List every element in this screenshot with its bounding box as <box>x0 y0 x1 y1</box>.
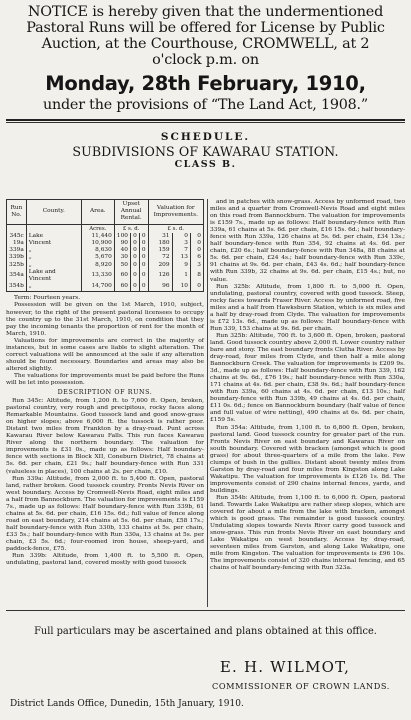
paragraph: Run 339a: Altitude, from 2,000 ft. to 5,400 ft. Open, pastoral land, rather broken. Good tussock country. Fronts Nevis River on west boundary. Access by Cromwell-Nevis Road, eight miles and a half from Bannockburn. The valuation for improvements is £159 7s., made up as follows: Half boundary-fence with Run 339b, 61 chains at 5s. 6d. per chain, £16 15s. 6d.; full value of fence along road on east boundary, 214 chains at 5s. 6d. per chain, £58 17s.; half boundary-fence with Run 330b, 133 chains at 5s. per chain, £33 5s.; half boundary-fence with Run 330a, 13 chains at 5s. per chain, £3 5s. 6d.; four-roomed iron house, sheep-yard, and paddock-fence, £75. <box>6 475 204 553</box>
cell-area: 10,900 <box>81 240 114 247</box>
divider <box>6 610 405 611</box>
particulars-note: Full particulars may be ascertained and plans obtained at this office. <box>34 626 377 637</box>
cell-rental: 60 <box>114 269 130 283</box>
divider <box>6 122 405 123</box>
cell-run: 339a <box>7 247 27 254</box>
cell-rd: 0 <box>139 262 148 269</box>
header-area: Area. <box>81 200 114 225</box>
cell-vs: 10 <box>172 283 190 292</box>
paragraph: Valuations for improvements are correct in the majority of instances, but in some cases are liable to slight alteration. The correct valuations will be announced at the sale if any alteration should be found necessary. Boundaries and areas may also be altered slightly. <box>6 337 204 372</box>
paragraph: Run 339b: Altitude, from 1,400 ft. to 5,500 ft. Open, undulating, pastoral land, covered mostly with good tussock <box>6 553 204 567</box>
schedule-heading: SCHEDULE. <box>160 131 251 143</box>
cell-val: 126 <box>148 269 172 283</box>
cell-rental: 100 <box>114 233 130 240</box>
unit-cell: £ s. d. <box>114 224 148 233</box>
cell-vd: 8 <box>190 269 203 283</box>
lead-line: Auction, at the Courthouse, CROMWELL, at 2 <box>41 36 370 52</box>
cell-rs: 0 <box>131 254 140 261</box>
lead-line: Pastoral Runs will be offered for License by Public <box>26 20 385 36</box>
cell-rd: 0 <box>139 283 148 292</box>
cell-rs: 0 <box>131 240 140 247</box>
divider <box>6 119 405 121</box>
cell-run: 345c <box>7 233 27 240</box>
cell-val: 31 <box>148 233 172 240</box>
header-county: County. <box>26 200 81 225</box>
paragraph: Run 354a: Altitude, from 1,100 ft. to 6,800 ft. Open, broken, pastoral land. Good tussock country for greater part of the run. Fronts Nevis River on east boundary and Kawarau River on south boundary. Covered with bracken (amongst which is good grass) for about three-quarters of a mile from the lake. Few clumps of bush in the gullies. Distant about twenty miles from Garston by dray-road and four miles from Kingston along Lake Wakatipu. The valuation for improvements is £126 1s. 8d. The improvements consist of 290 chains internal fences, yards, and buildings. <box>210 424 405 494</box>
office-line: District Lands Office, Dunedin, 15th January, 1910. <box>10 699 244 709</box>
cell-rental: 60 <box>114 283 130 292</box>
header-run-no: Run No. <box>7 200 27 225</box>
cell-rd: 0 <box>139 254 148 261</box>
under-provisions: under the provisions of “The Land Act, 1908.” <box>42 97 369 113</box>
paragraph: The valuations for improvements must be paid before the Runs will be let into possession. <box>6 372 204 386</box>
cell-rental: 30 <box>114 254 130 261</box>
lead-line: o'clock p.m. on <box>152 52 259 68</box>
lead-line: NOTICE is hereby given that the undermentioned <box>27 4 384 20</box>
table-row <box>7 240 204 247</box>
cell-rental: 50 <box>114 262 130 269</box>
cell-val: 159 <box>148 247 172 254</box>
cell-val: 209 <box>148 262 172 269</box>
description-heading: DESCRIPTION OF RUNS. <box>57 389 153 397</box>
cell-county: „ <box>26 254 81 261</box>
unit-cell: Acres. <box>81 224 114 233</box>
table-row <box>7 254 204 261</box>
cell-val: 72 <box>148 254 172 261</box>
left-column <box>6 199 204 567</box>
runs-table <box>6 199 204 292</box>
paragraph: Run 354b: Altitude, from 1,100 ft. to 6,000 ft. Open, pastoral land. Towards Lake Wakatipu are rather steep slopes, which are covered for about a mile from the lake with bracken, amongst which is good grass. The remainder is good tussock country. Undulating slopes towards Nevis River carry good tussock and snow-grass. This run fronts Nevis River on east boundary and Lake Wakatipu on west boundary. Access by dray-road, seventeen miles from Garston, and along Lake Wakatipu, one mile from Kingston. The valuation for improvements is £96 10s. The improvements consist of 320 chains internal fencing, and 65 chains of half boundary-fencing with Run 323a. <box>210 494 405 572</box>
cell-county: Lake and Vincent <box>26 269 81 283</box>
left-descriptions <box>6 398 204 567</box>
table-row <box>7 283 204 292</box>
cell-val: 180 <box>148 240 172 247</box>
signature-name: E. H. WILMOT, <box>219 658 351 676</box>
table-row <box>7 269 204 283</box>
cell-county: Vincent <box>26 240 81 247</box>
paragraph: Run 345c: Altitude, from 1,200 ft. to 7,600 ft. Open, broken, pastoral country, very rough and precipitous, rocky faces along Remarkable Mountains. Good tussock land and good snow-grass on higher slopes; above 6,000 ft. the tussock is rather poor. Distant two miles from Frankton by a dray-road. Punt across Kawarau River below Kawarau Falls. This run faces Kawarau River along the northern boundary. The valuation for improvements is £31 0s., made up as follows: Half boundary-fence with sections in Block XII, Coneburn District, 78 chains at 5s. 6d. per chain, £21 9s.; half boundary-fence with Run 331 (valueless in places), 100 chains at 2s. per chain, £10. <box>6 398 204 475</box>
unit-cell: £ s. d. <box>148 224 203 233</box>
cell-rs: 0 <box>131 269 140 283</box>
cell-rd: 0 <box>139 247 148 254</box>
cell-rd: 0 <box>139 233 148 240</box>
cell-rs: 0 <box>131 262 140 269</box>
cell-val: 96 <box>148 283 172 292</box>
paragraph: Possession will be given on the 1st March, 1910, subject, however, to the right of the present pastoral licensees to occupy the country up to the 31st March, 1910, on condition that they pay the incoming tenants the proportion of rent for the month of March, 1910. <box>6 302 204 337</box>
header-rental: Upset Annual Rental. <box>114 200 148 225</box>
cell-vs: 9 <box>172 262 190 269</box>
cell-area: 8,630 <box>81 247 114 254</box>
paragraph: Run 325b: Altitude, 700 ft. to 3,600 ft. Open, broken, pastoral land. Good tussock country above 2,000 ft. Lower country rather bare and stony. The east boundary fronts Clutha River. Access by dray-road, four miles from Clyde, and then half a mile along Bannockburn Creek. The valuation for improvements is £209 9s. 3d., made up as follows: Half boundary-fence with Run 339, 162 chains at 9s. 6d., £76 19s.; half boundary-fence with Run 330a, 171 chains at 4s. 6d. per chain, £38 9s. 6d.; half boundary-fence with Run 339a, 60 chains at 4s. 6d. per chain, £13 10s.; half boundary-fence with Run 339b, 49 chains at 4s. 6d. per chain, £11 0s. 6d.; fence on Bannockburn boundary (half value of fence and full value of wire netting), 490 chains at 6s. 6d. per chain, £159 5s. <box>210 332 405 424</box>
cell-vs: 0 <box>172 233 190 240</box>
cell-county: „ <box>26 247 81 254</box>
header-valuation: Valuation for Improvements. <box>148 200 203 225</box>
table-row <box>7 262 204 269</box>
cell-vs: 1 <box>172 269 190 283</box>
right-descriptions <box>210 199 405 572</box>
table-row <box>7 247 204 254</box>
notice-lead <box>6 4 405 68</box>
cell-rd: 0 <box>139 240 148 247</box>
cell-vs: 13 <box>172 254 190 261</box>
cell-rs: 0 <box>131 247 140 254</box>
paragraph: and in patches with snow-grass. Access by unformed road, two miles and a quarter from Cromwell-Nevis Road and eight miles on this road from Bannockburn. The valuation for improvements is £159 7s., made up as follows: Half boundary-fence with Run 339a, 61 chains at 5s. 6d. per chain, £16 15s. 6d.; half boundary-fence with Run 339a, 126 chains at 5s. 6d. per chain, £34 13s.; half boundary-fence with Run 354, 92 chains at 4s. 6d. per chain, £20 6s.; half boundary-fence with Run 348a, 88 chains at 5s. 6d. per chain, £24 4s.; half boundary-fence with Run 339c, 91 chains at 9s. 6d. per chain, £43 4s. 6d.; half boundary-fence with Run 339b, 32 chains at 9s. 6d. per chain, £15 4s.; hut, no value. <box>210 199 405 283</box>
auction-date: Monday, 28th February, 1910, <box>45 72 366 95</box>
cell-run: 354a <box>7 269 27 283</box>
cell-area: 11,440 <box>81 233 114 240</box>
terms-section <box>6 295 204 387</box>
unit-cell <box>7 224 27 233</box>
cell-rs: 0 <box>131 283 140 292</box>
signature-title: COMMISSIONER OF CROWN LANDS. <box>211 681 391 691</box>
column-divider <box>207 199 208 607</box>
cell-area: 5,670 <box>81 254 114 261</box>
cell-vd: 0 <box>190 283 203 292</box>
cell-vd: 3 <box>190 262 203 269</box>
cell-vd: 6 <box>190 254 203 261</box>
cell-run: 325b <box>7 262 27 269</box>
cell-vs: 7 <box>172 247 190 254</box>
cell-county: „ <box>26 262 81 269</box>
cell-area: 8,920 <box>81 262 114 269</box>
cell-run: 19a <box>7 240 27 247</box>
cell-area: 14,700 <box>81 283 114 292</box>
cell-vd: 0 <box>190 240 203 247</box>
cell-vs: 3 <box>172 240 190 247</box>
cell-county: „ <box>26 283 81 292</box>
cell-rd: 0 <box>139 269 148 283</box>
cell-rental: 40 <box>114 247 130 254</box>
paragraph: Term: Fourteen years. <box>14 295 81 302</box>
cell-run: 354b <box>7 283 27 292</box>
table-row <box>7 233 204 240</box>
class-heading: CLASS B. <box>174 159 237 170</box>
cell-rs: 0 <box>131 233 140 240</box>
paragraph: Run 325b: Altitude, from 1,800 ft. to 5,000 ft. Open, undulating, pastoral country, covered with good tussock. Steep, rocky faces towards Fraser River. Access by unformed road, five miles and a half from Hawksburn Station, which is six miles and a half by dray-road from Clyde. The valuation for improvements is £72 13s. 6d., made up as follows: Half boundary-fence with Run 339, 153 chains at 9s. 6d. per chain. <box>210 283 405 332</box>
cell-vd: 0 <box>190 233 203 240</box>
cell-county: Lake <box>26 233 81 240</box>
unit-cell <box>26 224 81 233</box>
cell-run: 339b <box>7 254 27 261</box>
cell-vd: 0 <box>190 247 203 254</box>
cell-rental: 90 <box>114 240 130 247</box>
schedule-columns <box>6 199 405 607</box>
cell-area: 13,330 <box>81 269 114 283</box>
subdivision-heading: SUBDIVISIONS OF KAWARAU STATION. <box>72 144 339 159</box>
units-row <box>7 224 204 233</box>
table-header-row <box>7 200 204 225</box>
right-column <box>210 199 405 572</box>
